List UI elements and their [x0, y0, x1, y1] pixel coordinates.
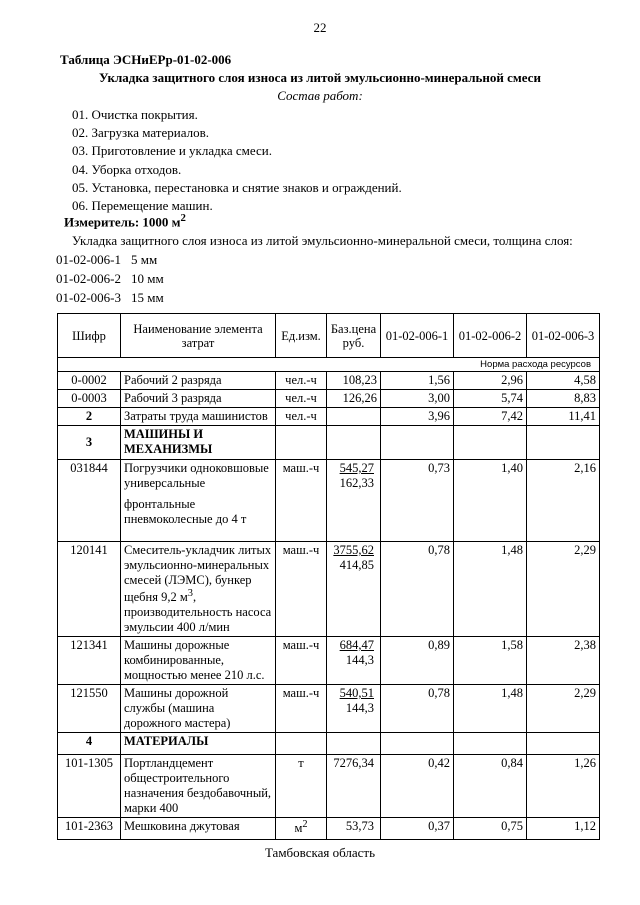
cell-v1: 0,37 [381, 818, 454, 840]
cell-unit: маш.-ч [276, 542, 327, 637]
unit-sup: 2 [302, 819, 308, 831]
unit-text: м [294, 821, 303, 836]
norm-row [58, 358, 600, 372]
work-item: 02. Загрузка материалов. [72, 125, 209, 141]
cell-v1: 0,42 [381, 755, 454, 818]
cell-name [121, 460, 276, 542]
cell-price [327, 685, 381, 733]
cell-v2: 0,84 [454, 755, 527, 818]
cell-v3: 2,29 [527, 542, 600, 637]
table-row [58, 637, 600, 685]
cell-v2: 5,74 [454, 390, 527, 408]
table-header-row [58, 314, 600, 358]
empty-cell [527, 733, 600, 755]
cell-v3: 1,26 [527, 755, 600, 818]
work-item: 06. Перемещение машин. [72, 198, 213, 214]
table-row [58, 390, 600, 408]
cell-unit: маш.-ч [276, 460, 327, 542]
empty-cell [381, 426, 454, 460]
cell-price [327, 460, 381, 542]
cell-code: 101-2363 [58, 818, 121, 840]
table-row [58, 372, 600, 390]
header-unit: Ед.изм. [276, 314, 327, 358]
variant-code: 01-02-006-2 [56, 271, 121, 286]
cell-unit [276, 818, 327, 840]
cell-v2: 2,96 [454, 372, 527, 390]
group-code: 3 [58, 426, 121, 460]
cell-code: 2 [58, 408, 121, 426]
cell-v1: 3,00 [381, 390, 454, 408]
cell-price: 53,73 [327, 818, 381, 840]
variant-value: 10 мм [131, 271, 164, 286]
price-total: 684,47 [339, 638, 374, 653]
price-total: 545,27 [339, 461, 374, 475]
cell-v1: 0,89 [381, 637, 454, 685]
cell-unit: чел.-ч [276, 390, 327, 408]
cell-code: 0-0002 [58, 372, 121, 390]
cell-name: Портландцемент общестроительного назначения бездобавочный, марки 400 [121, 755, 276, 818]
header-col2: 01-02-006-2 [454, 314, 527, 358]
price-total: 540,51 [339, 686, 374, 701]
header-name: Наименование элемента затрат [121, 314, 276, 358]
group-code: 4 [58, 733, 121, 755]
cell-price: 108,23 [327, 372, 381, 390]
cell-unit: маш.-ч [276, 637, 327, 685]
variant-code: 01-02-006-3 [56, 290, 121, 305]
page-number: 22 [313, 20, 327, 35]
table-row [58, 542, 600, 637]
variant-item [56, 269, 164, 288]
group-name: МАШИНЫ И МЕХАНИЗМЫ [121, 426, 276, 460]
footer-region: Тамбовская область [264, 845, 376, 860]
empty-cell [381, 733, 454, 755]
cell-unit: маш.-ч [276, 685, 327, 733]
composition-label: Состав работ: [277, 88, 363, 103]
work-item: 03. Приготовление и укладка смеси. [72, 143, 272, 159]
cell-v2: 7,42 [454, 408, 527, 426]
cell-name: Рабочий 3 разряда [121, 390, 276, 408]
cell-code: 101-1305 [58, 755, 121, 818]
cell-code: 031844 [58, 460, 121, 542]
cell-v3: 2,16 [527, 460, 600, 542]
cell-v1: 0,78 [381, 685, 454, 733]
price-wage: 144,3 [345, 701, 374, 716]
variant-value: 15 мм [131, 290, 164, 305]
work-item: 05. Установка, перестановка и снятие знаков и ограждений. [72, 179, 402, 195]
cell-v3: 2,29 [527, 685, 600, 733]
cell-name: Машины дорожные комбинированные, мощностью менее 210 л.с. [121, 637, 276, 685]
cell-name: Рабочий 2 разряда [121, 372, 276, 390]
cell-price [327, 542, 381, 637]
table-row [58, 818, 600, 840]
group-name: МАТЕРИАЛЫ [121, 733, 276, 755]
cell-name [121, 542, 276, 637]
cell-name: Мешковина джутовая [121, 818, 276, 840]
cell-v2: 1,48 [454, 542, 527, 637]
table-row [58, 408, 600, 426]
cell-v3: 8,83 [527, 390, 600, 408]
variants-list [56, 250, 164, 307]
variant-item [56, 288, 164, 307]
cell-price: 126,26 [327, 390, 381, 408]
cell-unit: чел.-ч [276, 408, 327, 426]
cell-code: 121550 [58, 685, 121, 733]
price-wage: 144,3 [345, 653, 374, 668]
price-wage: 414,85 [339, 558, 374, 572]
measurer-sup: 2 [180, 212, 186, 224]
cell-v1: 3,96 [381, 408, 454, 426]
cell-name: Машины дорожной службы (машина дорожного мастера) [121, 685, 276, 733]
group-row [58, 733, 600, 755]
cell-v1: 0,73 [381, 460, 454, 542]
resource-table [57, 313, 600, 840]
header-col1: 01-02-006-1 [381, 314, 454, 358]
cell-code: 120141 [58, 542, 121, 637]
cell-v1: 1,56 [381, 372, 454, 390]
intro-text: Укладка защитного слоя износа из литой эмульсионно-минеральной смеси, толщина слоя: [72, 233, 573, 248]
cell-name-tail: , производительность насоса эмульсии 400 л/мин [124, 590, 272, 635]
norm-label: Норма расхода ресурсов [58, 358, 600, 372]
cell-v2: 0,75 [454, 818, 527, 840]
cell-v3: 4,58 [527, 372, 600, 390]
cell-v1: 0,78 [381, 542, 454, 637]
cell-name-sup: 3 [187, 588, 193, 599]
empty-cell [327, 426, 381, 460]
empty-cell [276, 733, 327, 755]
cell-v3: 1,12 [527, 818, 600, 840]
empty-cell [276, 426, 327, 460]
cell-v3: 2,38 [527, 637, 600, 685]
empty-cell [527, 426, 600, 460]
price-total: 3755,62 [333, 543, 374, 557]
cell-code: 121341 [58, 637, 121, 685]
work-item: 04. Уборка отходов. [72, 161, 182, 177]
measurer-label: Измеритель: 1000 м [64, 214, 181, 230]
table-title: Таблица ЭСНиЕРр-01-02-006 [60, 52, 232, 67]
cell-v2: 1,40 [454, 460, 527, 542]
cell-unit: т [276, 755, 327, 818]
cell-price [327, 637, 381, 685]
table-row [58, 460, 600, 542]
empty-cell [454, 733, 527, 755]
cell-name-part: Погрузчики одноковшовые универсальные [124, 461, 269, 490]
cell-price [327, 408, 381, 426]
cell-name-part: Смеситель-укладчик литых эмульсионно-минеральных смесей (ЛЭМС), бункер щебня 9,2 м [124, 543, 272, 605]
empty-cell [327, 733, 381, 755]
cell-name: Затраты труда машинистов [121, 408, 276, 426]
works-list [72, 106, 402, 215]
work-item: 01. Очистка покрытия. [72, 107, 198, 122]
empty-cell [454, 426, 527, 460]
table-row [58, 755, 600, 818]
measurer [64, 212, 186, 230]
cell-v2: 1,58 [454, 637, 527, 685]
variant-value: 5 мм [131, 252, 158, 267]
cell-code: 0-0003 [58, 390, 121, 408]
cell-name-part: фронтальные пневмоколесные до 4 т [124, 497, 247, 526]
section-heading: Укладка защитного слоя износа из литой эмульсионно-минеральной смеси [99, 70, 541, 85]
header-price: Баз.цена руб. [327, 314, 381, 358]
cell-v3: 11,41 [527, 408, 600, 426]
variant-item [56, 250, 164, 269]
header-col3: 01-02-006-3 [527, 314, 600, 358]
cell-unit: чел.-ч [276, 372, 327, 390]
price-wage: 162,33 [339, 476, 374, 490]
variant-code: 01-02-006-1 [56, 252, 121, 267]
cell-price: 7276,34 [327, 755, 381, 818]
table-row [58, 685, 600, 733]
header-code: Шифр [58, 314, 121, 358]
cell-v2: 1,48 [454, 685, 527, 733]
group-row [58, 426, 600, 460]
